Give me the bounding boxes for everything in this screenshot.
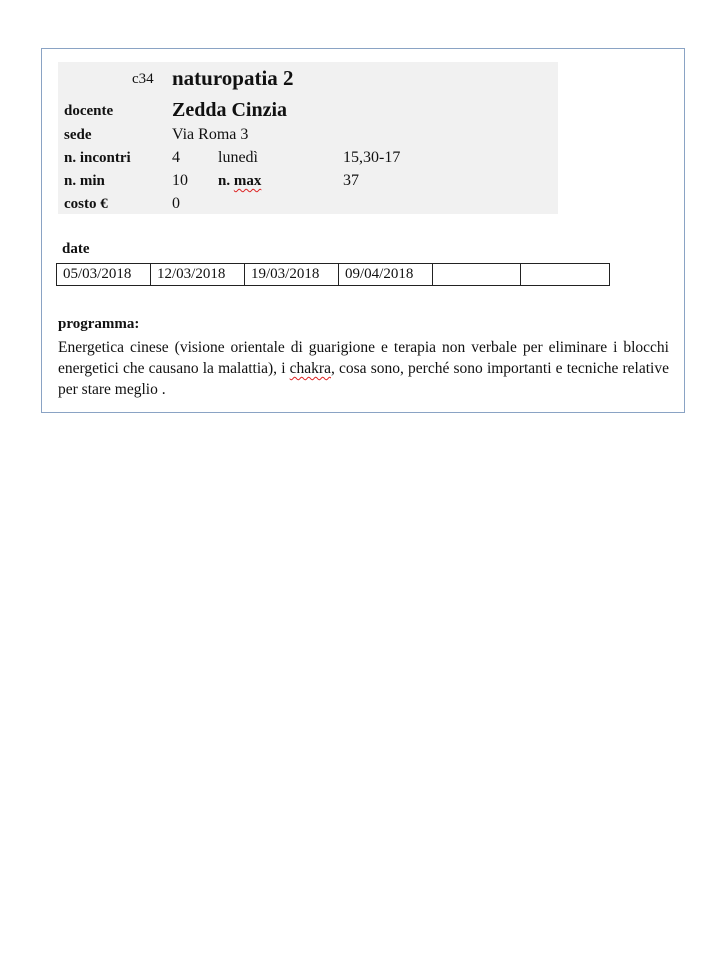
programma-text <box>58 337 669 400</box>
date-cell: 19/03/2018 <box>245 264 339 286</box>
costo-value: 0 <box>172 195 180 212</box>
docente-value: Zedda Cinzia <box>172 99 288 121</box>
min-label: n. min <box>64 173 105 189</box>
course-header <box>58 62 558 214</box>
min-value: 10 <box>172 172 188 189</box>
date-cell <box>433 264 521 286</box>
sede-label: sede <box>64 127 92 143</box>
chakra-word: chakra <box>289 360 331 377</box>
date-cell <box>521 264 610 286</box>
date-cell: 12/03/2018 <box>151 264 245 286</box>
max-value: 37 <box>343 172 359 189</box>
costo-label: costo € <box>64 196 108 212</box>
programma-text-part-2: , cosa sono, perché sono importanti e tecniche relative per stare meglio . <box>58 360 669 398</box>
dates-label: date <box>62 241 90 257</box>
giorno-value: lunedì <box>218 149 258 166</box>
date-cell: 09/04/2018 <box>339 264 433 286</box>
max-label <box>218 173 261 190</box>
sede-value: Via Roma 3 <box>172 126 249 143</box>
programma-text-part-1: Energetica cinese (visione orientale di guarigione e terapia non verbale per eliminare i blocchi energetici che causano la malattia), i <box>58 339 669 377</box>
course-card <box>41 48 685 413</box>
max-label-prefix: n. <box>218 173 234 189</box>
dates-table <box>56 263 610 286</box>
orario-value: 15,30-17 <box>343 149 401 166</box>
incontri-value: 4 <box>172 149 180 166</box>
date-cell: 05/03/2018 <box>57 264 151 286</box>
max-label-word: max <box>233 173 262 189</box>
incontri-label: n. incontri <box>64 150 131 166</box>
programma-label: programma: <box>58 316 140 332</box>
docente-label: docente <box>64 103 114 119</box>
dates-row <box>57 264 610 286</box>
course-title: naturopatia 2 <box>172 66 294 90</box>
course-code: c34 <box>132 71 154 87</box>
